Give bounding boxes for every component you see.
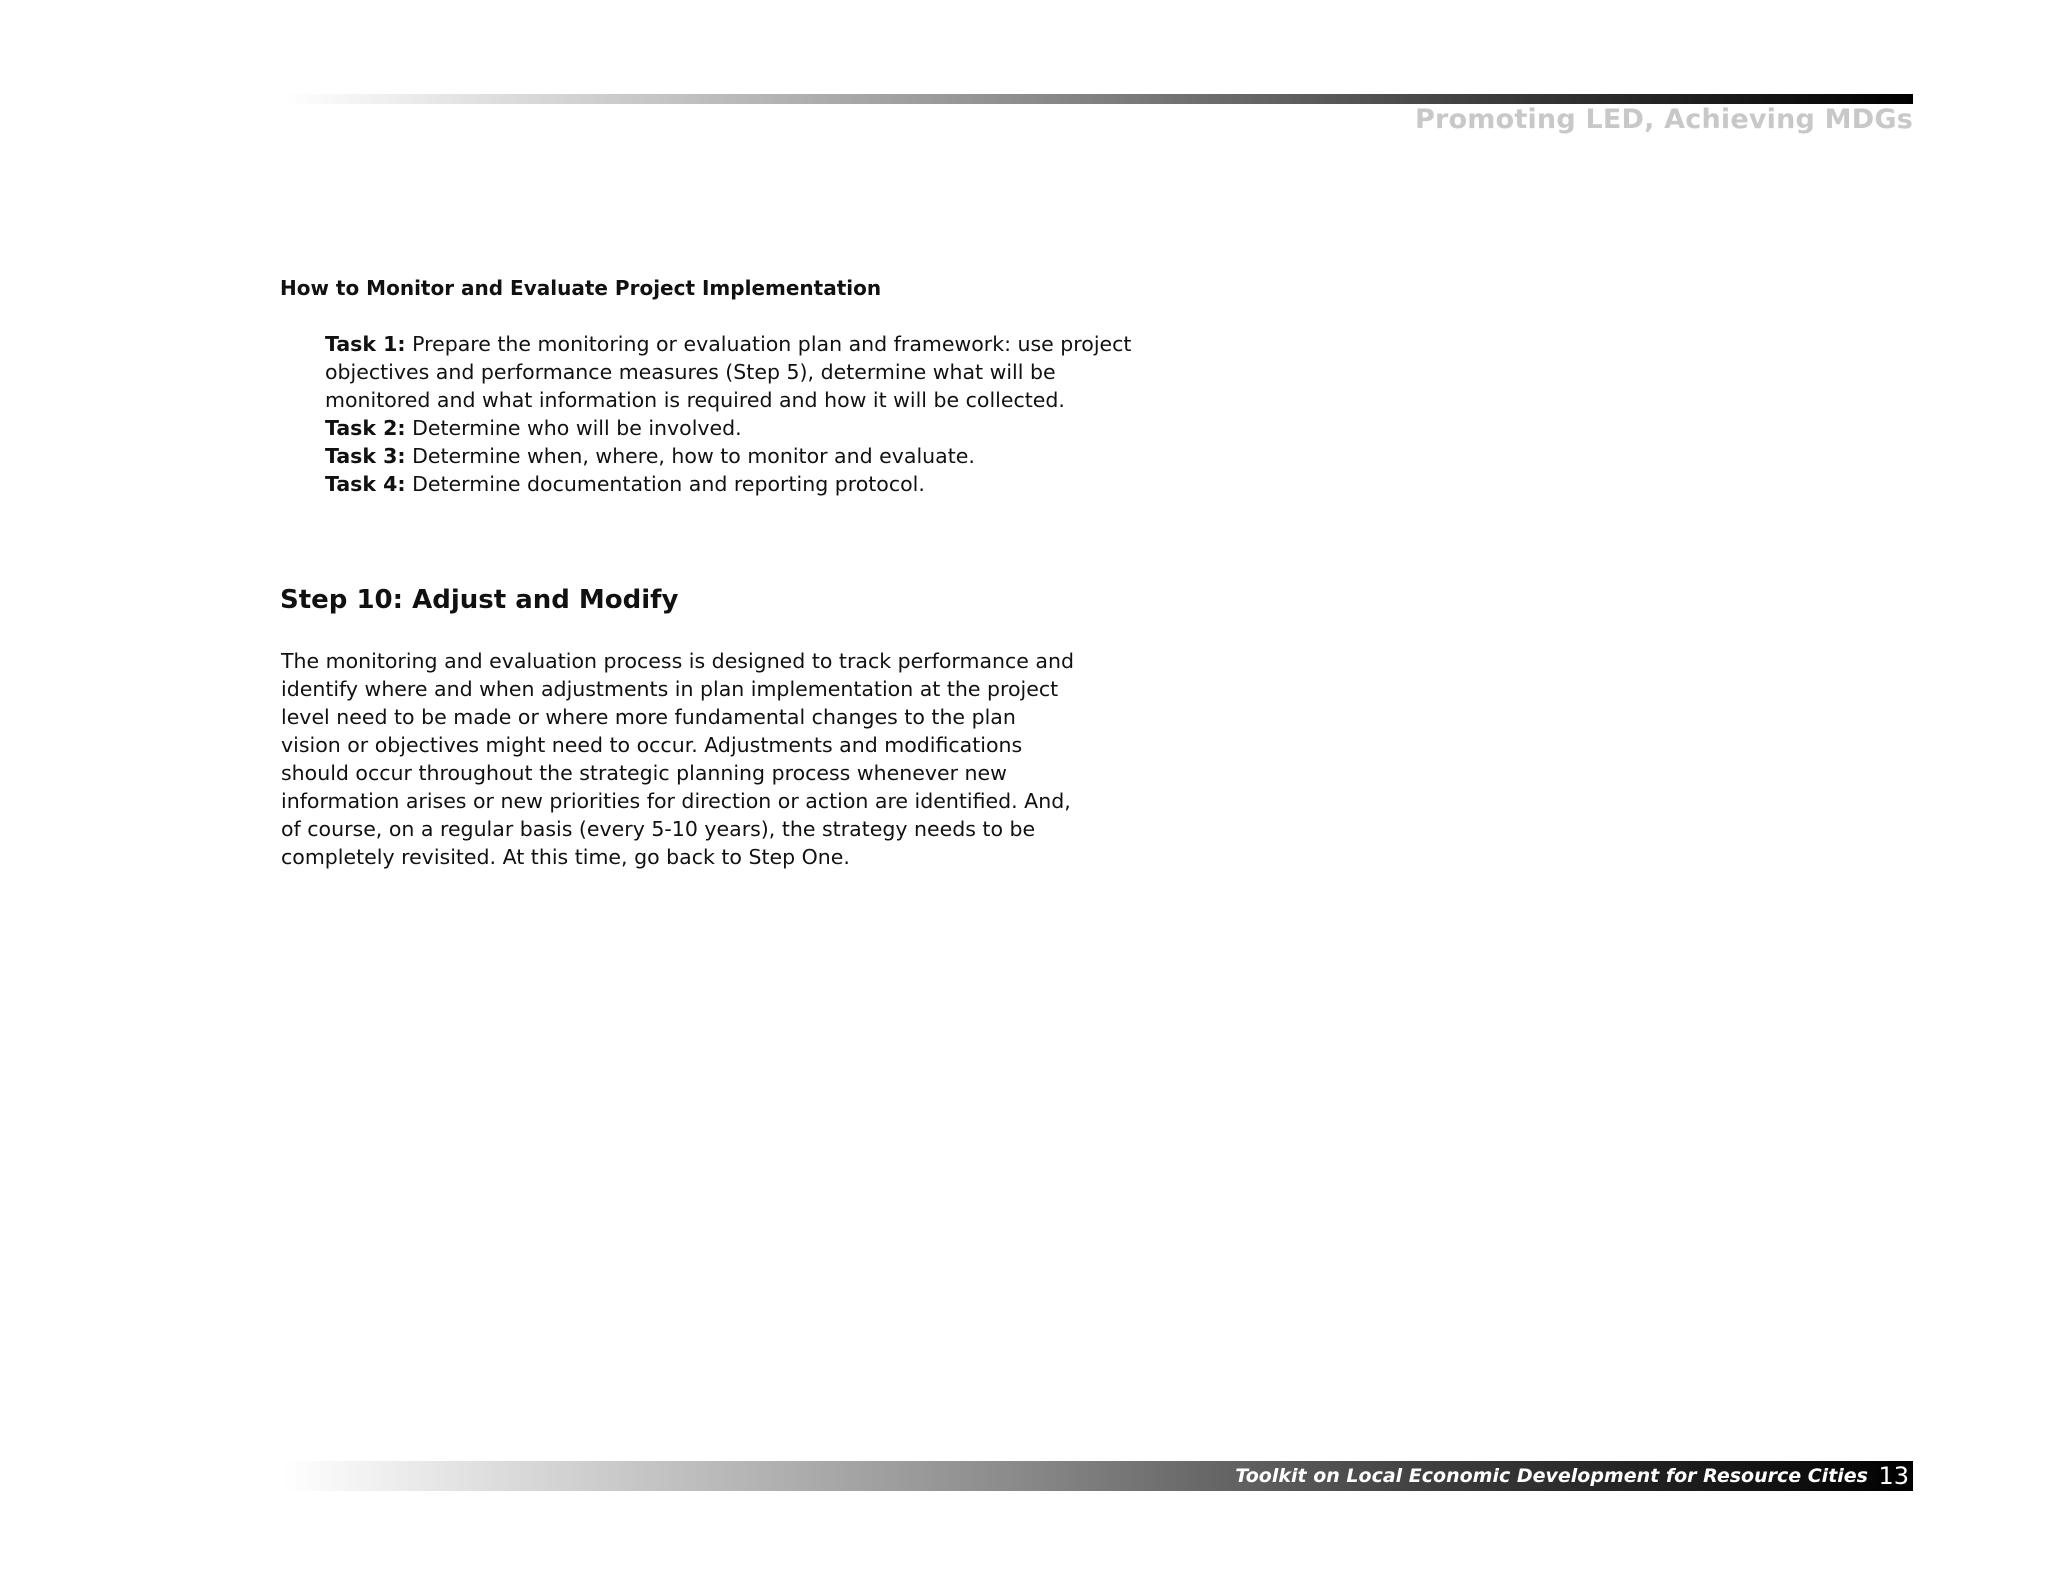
running-header-title: Promoting LED, Achieving MDGs <box>1415 104 1913 135</box>
task-item <box>325 330 1145 414</box>
page-number: 13 <box>1878 1462 1909 1490</box>
task-label: Task 3: <box>325 444 406 468</box>
task-item <box>325 470 1145 498</box>
task-item <box>325 442 1145 470</box>
task-text: Determine who will be involved. <box>405 416 742 440</box>
section-heading: How to Monitor and Evaluate Project Implementation <box>280 276 882 300</box>
task-text: Prepare the monitoring or evaluation plan and framework: use project objectives and performance measures (Step 5), determine what will be monitored and what information is required and how it will be collected. <box>325 332 1132 412</box>
task-list <box>325 330 1145 498</box>
footer-publication-title: Toolkit on Local Economic Development for Resource Cities <box>1235 1465 1868 1487</box>
step-heading: Step 10: Adjust and Modify <box>280 585 679 615</box>
footer-bar <box>283 1461 1913 1491</box>
task-item <box>325 414 1145 442</box>
task-text: Determine when, where, how to monitor and evaluate. <box>405 444 975 468</box>
task-label: Task 4: <box>325 472 406 496</box>
task-label: Task 2: <box>325 416 406 440</box>
task-text: Determine documentation and reporting protocol. <box>405 472 925 496</box>
step-body-paragraph: The monitoring and evaluation process is designed to track performance and identify where and when adjustments in plan implementation at the project level need to be made or where more fundamental changes to the plan vision or objectives might need to occur. Adjustments and modifications should occur throughout the strategic planning process whenever new information arises or new priorities for direction or action are identified. And, of course, on a regular basis (every 5-10 years), the strategy needs to be completely revisited. At this time, go back to Step One. <box>281 649 1074 869</box>
task-label: Task 1: <box>325 332 406 356</box>
header-rule <box>283 94 1913 104</box>
